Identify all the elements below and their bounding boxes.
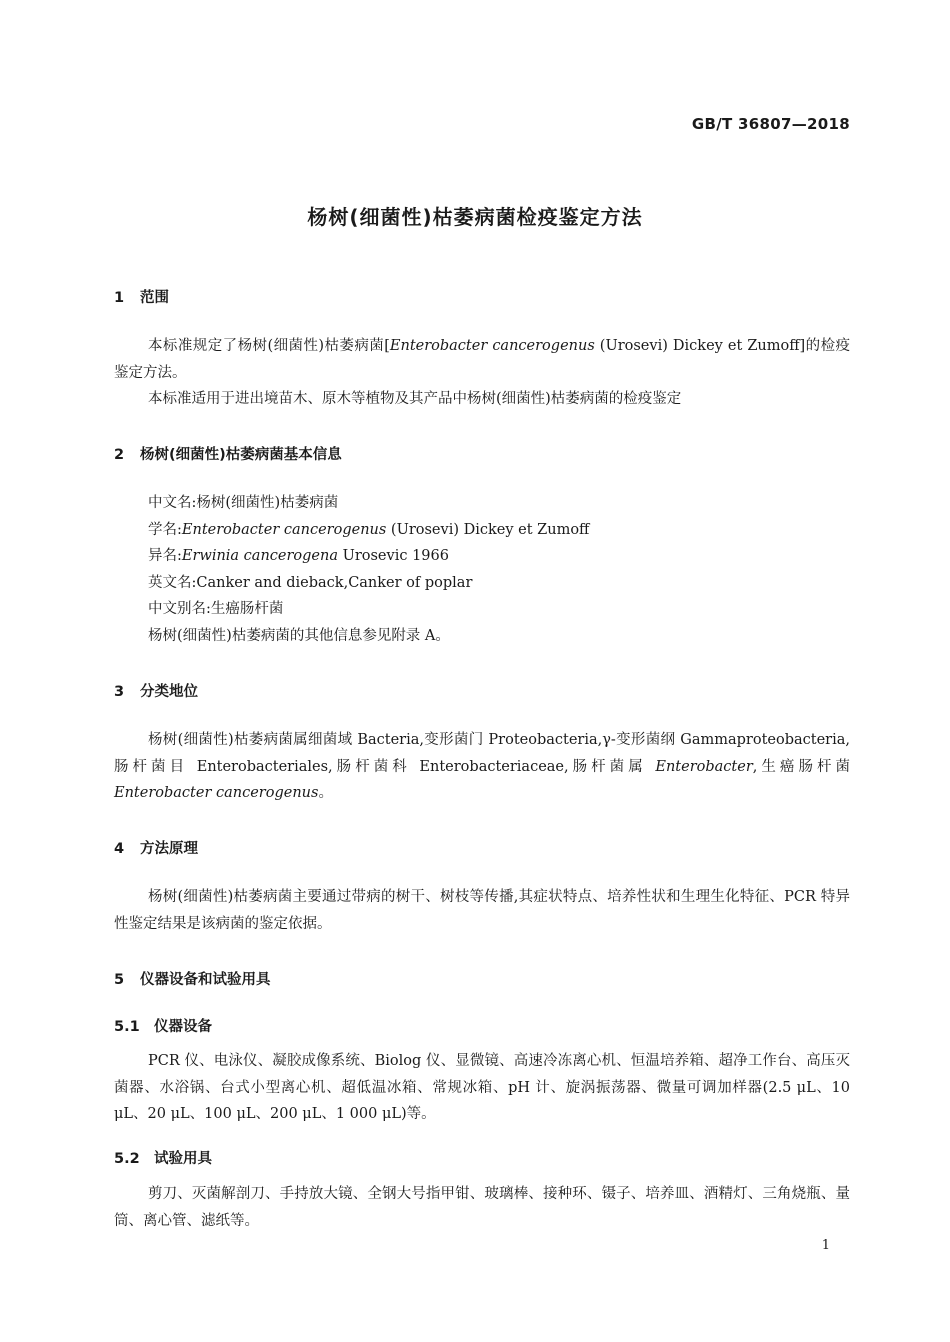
section-4-heading [114,837,198,858]
text-run: (Urosevi) Dickey et Zumoff]的检疫鉴定方法。 [114,338,851,381]
species-name: Enterobacter cancerogenus [389,338,595,354]
section-title: 杨树(细菌性)枯萎病菌基本信息 [140,447,342,463]
section-number: 4 [114,841,125,857]
section-5-2-heading [114,1147,212,1168]
standard-code: GB/T 36807—2018 [691,115,850,133]
label: 异名: [148,548,182,564]
section-1-paragraph-1 [114,333,850,386]
section-5-heading [114,968,271,989]
author: (Urosevi) Dickey et Zumoff [386,522,590,538]
section-number: 5 [114,972,125,988]
species-name: Enterobacter cancerogenus [181,522,387,538]
section-1-heading [114,286,169,307]
text-run: 杨树(细菌性)枯萎病菌属细菌域 Bacteria,变形菌门 Proteobacteria,γ-变形菌纲 Gammaproteobacteria,肠杆菌目 Enterobacteriales,肠杆菌科 Enterobacteriaceae,肠杆菌属 [114,732,850,775]
text-run: 本标准规定了杨树(细菌性)枯萎病菌[ [148,338,390,354]
section-title: 仪器设备 [154,1019,212,1035]
scientific-name-line [148,517,589,544]
author: Urosevic 1966 [338,548,449,564]
chinese-alias-line: 中文别名:生癌肠杆菌 [148,601,284,617]
section-title: 方法原理 [140,841,198,857]
text-run: 。 [318,785,333,801]
page-number: 1 [821,1238,830,1253]
species-name: Enterobacter cancerogenus [114,785,319,801]
section-title: 仪器设备和试验用具 [140,972,271,988]
section-number: 1 [114,290,125,306]
section-5-2-paragraph: 剪刀、灭菌解剖刀、手持放大镜、全钢大号指甲钳、玻璃棒、接种环、镊子、培养皿、酒精灯、三角烧瓶、量筒、离心管、滤纸等。 [114,1186,850,1229]
text-run: ,生癌肠杆菌 [752,758,850,775]
section-title: 范围 [140,290,169,306]
section-number: 2 [114,447,125,463]
section-number: 5.2 [114,1151,140,1167]
section-1-paragraph-2: 本标准适用于进出境苗木、原木等植物及其产品中杨树(细菌性)枯萎病菌的检疫鉴定 [148,391,682,407]
section-4-paragraph: 杨树(细菌性)枯萎病菌主要通过带病的树干、树枝等传播,其症状特点、培养性状和生理生化特征、PCR 特异性鉴定结果是该病菌的鉴定依据。 [114,889,850,932]
section-5-1-heading [114,1015,212,1036]
synonym-line [148,543,449,570]
section-number: 5.1 [114,1019,140,1035]
chinese-name-line: 中文名:杨树(细菌性)枯萎病菌 [148,495,339,511]
section-title: 试验用具 [154,1151,212,1167]
section-number: 3 [114,684,125,700]
genus-name: Enterobacter [655,758,753,775]
section-3-heading [114,680,198,701]
english-name-line: 英文名:Canker and dieback,Canker of poplar [148,575,473,591]
species-name: Erwinia cancerogena [181,548,338,564]
section-5-1-paragraph: PCR 仪、电泳仪、凝胶成像系统、Biolog 仪、显微镜、高速冷冻离心机、恒温培养箱、超净工作台、高压灭菌器、水浴锅、台式小型离心机、超低温冰箱、常规冰箱、pH 计、旋涡振荡器、微量可调加样器(2.5 μL、10 μL、20 μL、100 μL、200 μL、1 000 μL)等。 [114,1053,850,1122]
section-title: 分类地位 [140,684,198,700]
other-info-line: 杨树(细菌性)枯萎病菌的其他信息参见附录 A。 [148,628,450,644]
section-3-paragraph [114,727,850,807]
section-2-heading [114,443,342,464]
document-title: 杨树(细菌性)枯萎病菌检疫鉴定方法 [307,205,643,229]
label: 学名: [148,522,182,538]
